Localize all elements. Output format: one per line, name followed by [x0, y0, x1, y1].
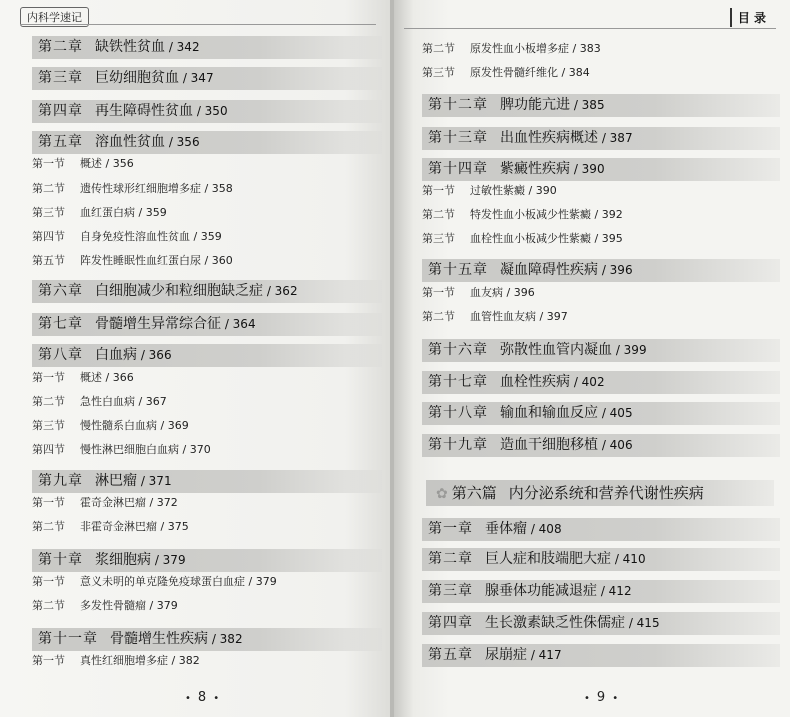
toc-entry-title: 概述	[80, 157, 102, 170]
toc-section	[32, 597, 178, 615]
toc-entry-number: 第十六章	[428, 342, 488, 358]
toc-entry-title: 造血干细胞移植	[500, 437, 598, 453]
toc-section	[32, 180, 233, 198]
toc-entry-title: 血管性血友病	[470, 310, 536, 323]
toc-section	[422, 230, 623, 248]
toc-chapter	[422, 518, 780, 541]
toc-section	[32, 369, 134, 387]
toc-entry-title: 白细胞减少和粒细胞缺乏症	[95, 283, 263, 299]
toc-entry-page: / 369	[157, 419, 189, 432]
toc-chapter	[422, 580, 780, 603]
toc-entry-title: 血红蛋白病	[80, 206, 135, 219]
toc-entry-number: 第四节	[32, 230, 65, 243]
toc-entry-page: / 406	[598, 438, 633, 452]
toc-entry-number: 第四章	[38, 103, 83, 119]
toc-entry-title: 急性白血病	[80, 395, 135, 408]
toc-entry-page: / 405	[598, 406, 633, 420]
toc-chapter	[422, 434, 780, 457]
toc-entry-page: / 383	[569, 42, 601, 55]
toc-entry-number: 第七章	[38, 316, 83, 332]
toc-section	[32, 417, 189, 435]
toc-entry-page: / 396	[503, 286, 535, 299]
toc-section	[422, 308, 568, 326]
toc-entry-title: 淋巴瘤	[95, 473, 137, 489]
toc-chapter	[422, 548, 780, 571]
toc-entry-title: 生长激素缺乏性侏儒症	[485, 615, 625, 631]
toc-entry-number: 第三章	[38, 70, 83, 86]
toc-entry-number: 第二节	[32, 395, 65, 408]
toc-entry-page: / 356	[165, 135, 200, 149]
toc-entry-page: / 362	[263, 284, 298, 298]
toc-entry-number: 第五章	[38, 134, 83, 150]
toc-entry-page: / 379	[245, 575, 277, 588]
toc-entry-number: 第三节	[422, 232, 455, 245]
toc-entry-page: / 379	[151, 553, 186, 567]
toc-entry-title: 出血性疾病概述	[500, 130, 598, 146]
toc-entry-page: / 379	[146, 599, 178, 612]
toc-entry-number: 第十八章	[428, 405, 488, 421]
toc-entry-number: 第二节	[32, 520, 65, 533]
toc-entry-page: / 390	[525, 184, 557, 197]
toc-entry-page: / 410	[611, 552, 646, 566]
toc-entry-number: 第十五章	[428, 262, 488, 278]
toc-entry-page: / 397	[536, 310, 568, 323]
toc-entry-title: 浆细胞病	[95, 552, 151, 568]
toc-entry-page: / 366	[137, 348, 172, 362]
toc-entry-page: / 387	[598, 131, 633, 145]
toc-entry-title: 阵发性睡眠性血红蛋白尿	[80, 254, 201, 267]
toc-entry-title: 骨髓增生异常综合征	[95, 316, 221, 332]
toc-entry-title: 慢性淋巴细胞白血病	[80, 443, 179, 456]
toc-entry-number: 第五节	[32, 254, 65, 267]
toc-entry-title: 多发性骨髓瘤	[80, 599, 146, 612]
book-title-header: 内科学速记	[20, 7, 89, 27]
toc-entry-title: 溶血性贫血	[95, 134, 165, 150]
toc-entry-title: 血栓性疾病	[500, 374, 570, 390]
toc-chapter	[422, 371, 780, 394]
toc-chapter	[32, 131, 382, 154]
left-page	[0, 0, 392, 717]
toc-entry-page: / 350	[193, 104, 228, 118]
toc-entry-page: / 382	[208, 632, 243, 646]
toc-chapter	[422, 158, 780, 181]
toc-entry-title: 凝血障碍性疾病	[500, 262, 598, 278]
toc-entry-number: 第十四章	[428, 161, 488, 177]
toc-entry-number: 第十二章	[428, 97, 488, 113]
toc-chapter	[32, 280, 382, 303]
toc-entry-page: / 417	[527, 648, 562, 662]
toc-entry-title: 慢性髓系白血病	[80, 419, 157, 432]
toc-chapter	[32, 100, 382, 123]
toc-chapter	[422, 259, 780, 282]
toc-chapter	[32, 628, 382, 651]
toc-entry-page: / 358	[201, 182, 233, 195]
toc-entry-title: 输血和输血反应	[500, 405, 598, 421]
toc-entry-number: 第二节	[422, 310, 455, 323]
toc-entry-number: 第二节	[32, 599, 65, 612]
toc-entry-title: 意义未明的单克隆免疫球蛋白血症	[80, 575, 245, 588]
toc-entry-page: / 371	[137, 474, 172, 488]
toc-entry-page: / 367	[135, 395, 167, 408]
toc-entry-number: 第三章	[428, 583, 473, 599]
toc-entry-page: / 359	[135, 206, 167, 219]
toc-entry-title: 巨人症和肢端肥大症	[485, 551, 611, 567]
toc-entry-title: 骨髓增生性疾病	[110, 631, 208, 647]
toc-entry-title: 遗传性球形红细胞增多症	[80, 182, 201, 195]
toc-entry-page: / 366	[102, 371, 134, 384]
toc-entry-title: 血栓性血小板减少性紫癜	[470, 232, 591, 245]
flower-ornament-icon: ✿	[436, 486, 448, 502]
toc-entry-number: 第六章	[38, 283, 83, 299]
toc-entry-title: 真性红细胞增多症	[80, 654, 168, 667]
toc-entry-title: 原发性血小板增多症	[470, 42, 569, 55]
toc-chapter	[422, 402, 780, 425]
toc-entry-number: 第二节	[422, 208, 455, 221]
toc-entry-page: / 347	[179, 71, 214, 85]
toc-entry-number: 第一节	[32, 371, 65, 384]
toc-entry-number: 第十七章	[428, 374, 488, 390]
toc-entry-page: / 402	[570, 375, 605, 389]
toc-entry-number: 第六篇	[451, 484, 497, 502]
toc-entry-page: / 399	[612, 343, 647, 357]
toc-entry-page: / 342	[165, 40, 200, 54]
toc-entry-number: 第一节	[32, 654, 65, 667]
toc-entry-page: / 412	[597, 584, 632, 598]
toc-chapter	[32, 344, 382, 367]
header-divider	[20, 24, 376, 25]
toc-section	[32, 518, 189, 536]
right-page-number: • 9 •	[584, 690, 619, 705]
toc-entry-number: 第三节	[32, 206, 65, 219]
toc-entry-number: 第四节	[32, 443, 65, 456]
page-number-text: 8	[197, 690, 207, 705]
toc-entry-title: 紫癜性疾病	[500, 161, 570, 177]
toc-entry-title: 尿崩症	[485, 647, 527, 663]
toc-entry-page: / 408	[527, 522, 562, 536]
toc-chapter	[422, 94, 780, 117]
toc-entry-number: 第九章	[38, 473, 83, 489]
toc-entry-page: / 396	[598, 263, 633, 277]
toc-entry-title: 特发性血小板减少性紫癜	[470, 208, 591, 221]
toc-entry-number: 第二章	[38, 39, 83, 55]
toc-part	[426, 480, 774, 506]
toc-entry-title: 非霍奇金淋巴瘤	[80, 520, 157, 533]
left-page-number: • 8 •	[185, 690, 220, 705]
toc-entry-page: / 385	[570, 98, 605, 112]
toc-entry-title: 霍奇金淋巴瘤	[80, 496, 146, 509]
toc-entry-number: 第十一章	[38, 631, 98, 647]
toc-entry-title: 缺铁性贫血	[95, 39, 165, 55]
toc-entry-title: 白血病	[95, 347, 137, 363]
toc-entry-page: / 364	[221, 317, 256, 331]
toc-entry-title: 自身免疫性溶血性贫血	[80, 230, 190, 243]
toc-entry-page: / 395	[591, 232, 623, 245]
toc-section	[422, 284, 535, 302]
toc-chapter	[422, 612, 780, 635]
toc-entry-title: 巨幼细胞贫血	[95, 70, 179, 86]
toc-entry-title: 垂体瘤	[485, 521, 527, 537]
toc-entry-number: 第一节	[32, 575, 65, 588]
toc-section	[32, 155, 134, 173]
toc-entry-title: 脾功能亢进	[500, 97, 570, 113]
page-number-text: 9	[596, 690, 606, 705]
toc-chapter	[422, 339, 780, 362]
toc-entry-number: 第二节	[32, 182, 65, 195]
toc-entry-number: 第十九章	[428, 437, 488, 453]
toc-section	[32, 652, 200, 670]
toc-entry-number: 第一节	[32, 157, 65, 170]
toc-section	[32, 204, 167, 222]
toc-section	[422, 206, 623, 224]
toc-entry-number: 第二章	[428, 551, 473, 567]
toc-entry-title: 弥散性血管内凝血	[500, 342, 612, 358]
right-page	[394, 0, 790, 717]
toc-entry-page: / 360	[201, 254, 233, 267]
toc-header: 目 录	[730, 8, 772, 27]
toc-entry-page: / 415	[625, 616, 660, 630]
toc-entry-page: / 384	[558, 66, 590, 79]
toc-chapter	[32, 470, 382, 493]
toc-section	[32, 494, 178, 512]
toc-entry-number: 第十三章	[428, 130, 488, 146]
toc-entry-title: 过敏性紫癜	[470, 184, 525, 197]
header-divider	[404, 28, 776, 29]
toc-chapter	[32, 549, 382, 572]
toc-entry-number: 第二节	[422, 42, 455, 55]
toc-section	[422, 40, 601, 58]
toc-entry-number: 第三节	[32, 419, 65, 432]
toc-entry-number: 第三节	[422, 66, 455, 79]
toc-entry-number: 第四章	[428, 615, 473, 631]
toc-entry-number: 第十章	[38, 552, 83, 568]
toc-chapter	[422, 127, 780, 150]
toc-entry-title: 血友病	[470, 286, 503, 299]
toc-entry-page: / 375	[157, 520, 189, 533]
toc-entry-title: 腺垂体功能减退症	[485, 583, 597, 599]
toc-entry-title: 原发性骨髓纤维化	[470, 66, 558, 79]
toc-entry-title: 再生障碍性贫血	[95, 103, 193, 119]
toc-section	[32, 573, 277, 591]
toc-section	[32, 228, 222, 246]
toc-chapter	[32, 313, 382, 336]
toc-entry-number: 第一节	[422, 286, 455, 299]
toc-section	[32, 441, 211, 459]
toc-entry-page: / 382	[168, 654, 200, 667]
toc-entry-number: 第五章	[428, 647, 473, 663]
toc-entry-page: / 390	[570, 162, 605, 176]
toc-chapter	[422, 644, 780, 667]
toc-section	[32, 252, 233, 270]
toc-entry-number: 第一章	[428, 521, 473, 537]
toc-entry-number: 第一节	[32, 496, 65, 509]
toc-entry-number: 第一节	[422, 184, 455, 197]
toc-entry-number: 第八章	[38, 347, 83, 363]
toc-entry-page: / 392	[591, 208, 623, 221]
toc-chapter	[32, 36, 382, 59]
toc-entry-title: 概述	[80, 371, 102, 384]
toc-entry-page: / 370	[179, 443, 211, 456]
toc-section	[422, 64, 590, 82]
toc-section	[422, 182, 557, 200]
toc-entry-page: / 372	[146, 496, 178, 509]
toc-section	[32, 393, 167, 411]
toc-entry-title: 内分泌系统和营养代谢性疾病	[508, 484, 704, 502]
toc-entry-page: / 359	[190, 230, 222, 243]
toc-entry-page: / 356	[102, 157, 134, 170]
toc-chapter	[32, 67, 382, 90]
